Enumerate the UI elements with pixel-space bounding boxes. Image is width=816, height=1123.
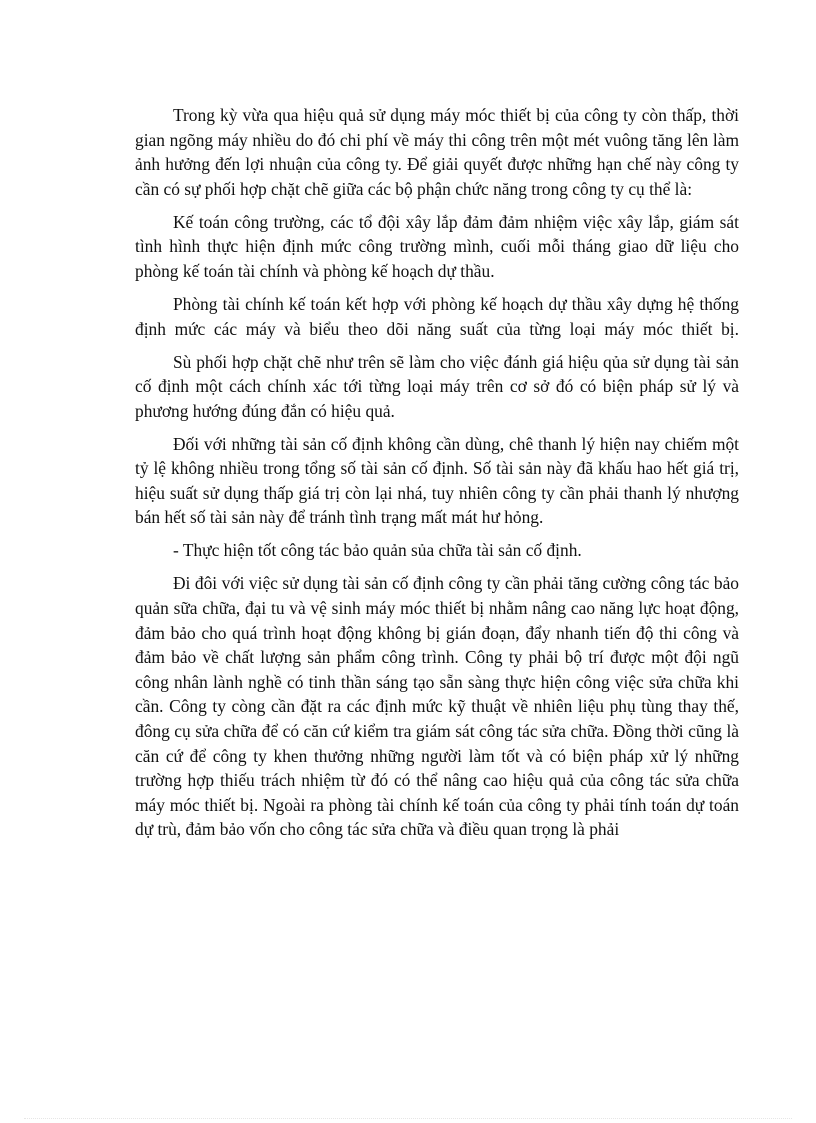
paragraph-3: Phòng tài chính kế toán kết hợp với phòng kế hoạch dự thầu xây dựng hệ thống định mức các máy và biểu theo dõi năng suất của từng loại máy móc thiết bị.	[135, 293, 739, 339]
paragraph-4: Sù phối hợp chặt chẽ như trên sẽ làm cho việc đánh giá hiệu qủa sử dụng tài sản cố định một cách chính xác tới từng loại máy trên cơ sở đó có biện pháp sử lý và phương hướng đúng đắn có hiệu quả.	[135, 351, 739, 421]
paragraph-5: Đối với những tài sản cố định không cần dùng, chê thanh lý hiện nay chiếm một tỷ lệ không nhiều trong tổng số tài sản cố định. Số tài sản này đã khấu hao hết giá trị, hiệu suất sử dụng thấp giá trị còn lại nhá, tuy nhiên công ty cần phải thanh lý nhượng bán hết số tài sản này để tránh tình trạng mất mát hư hỏng.	[135, 433, 739, 528]
paragraph-6: - Thực hiện tốt công tác bảo quản sủa chữa tài sản cố định.	[173, 540, 582, 561]
paragraph-2: Kế toán công trường, các tổ đội xây lắp đảm đảm nhiệm việc xây lắp, giám sát tình hình thực hiện định mức công trường mình, cuối mỗi tháng giao dữ liệu cho phòng kế toán tài chính và phòng kế hoạch dự thầu.	[135, 211, 739, 281]
paragraph-1: Trong kỳ vừa qua hiệu quả sử dụng máy móc thiết bị của công ty còn thấp, thời gian ngõng máy nhiều do đó chi phí về máy thi công trên một mét vuông tăng lên làm ảnh hưởng đến lợi nhuận của công ty. Để giải quyết được những hạn chế này công ty cần có sự phối hợp chặt chẽ giữa các bộ phận chức năng trong công ty cụ thể là:	[135, 105, 739, 199]
page-bottom-divider	[24, 1118, 792, 1119]
paragraph-7: Đi đôi với việc sử dụng tài sản cố định công ty cần phải tăng cường công tác bảo quản sữa chữa, đại tu và vệ sinh máy móc thiết bị nhằm nâng cao năng lực hoạt động, đảm bảo cho quá trình hoạt động không bị gián đoạn, đẩy nhanh tiến độ thi công và đảm bảo về chất lượng sản phẩm công trình. Công ty phải bộ trí được một đội ngũ công nhân lành nghề có tinh thần sáng tạo sẵn sàng thực hiện công việc sửa chữa khi cần. Công ty còng cần đặt ra các định mức kỹ thuật về nhiên liệu phụ tùng thay thế, đông cụ sửa chữa để có căn cứ kiểm tra giám sát công tác sửa chữa. Đồng thời cũng là căn cứ để công ty khen thưởng những người làm tốt và có biện pháp xử lý những trường hợp thiếu trách nhiệm từ đó có thể nâng cao hiệu quả của công tác sửa chữa máy móc thiết bị. Ngoài ra phòng tài chính kế toán của công ty phải tính toán dự toán dự trù, đảm bảo vốn cho công tác sửa chữa và điều quan trọng là phải	[135, 573, 739, 840]
body-text	[135, 103, 739, 850]
